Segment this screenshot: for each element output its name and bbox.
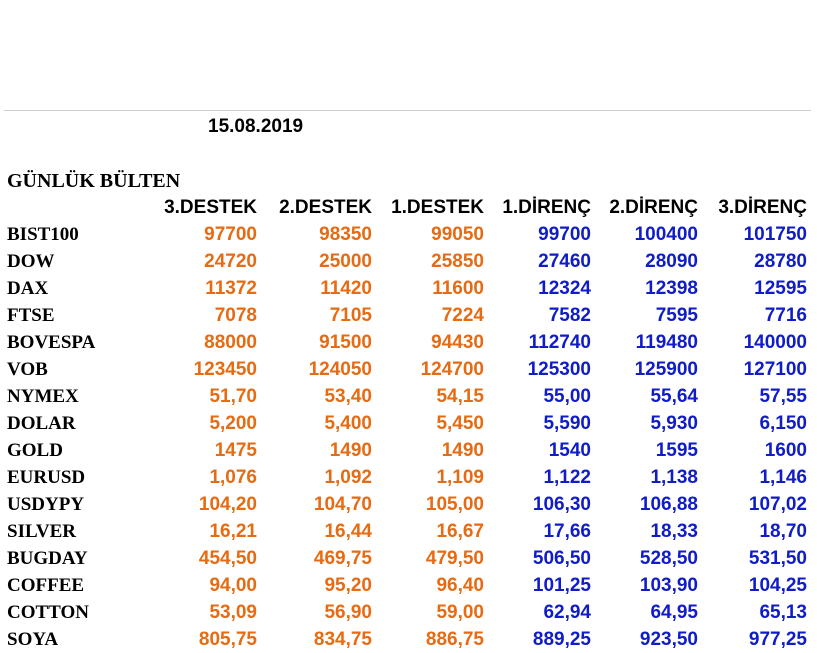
support-2-value: 16,44 <box>324 521 372 542</box>
instrument-name: VOB <box>7 359 48 380</box>
resistance-3-value: 57,55 <box>759 386 807 407</box>
support-2-value: 95,20 <box>324 575 372 596</box>
support-1-value: 479,50 <box>425 548 484 569</box>
resistance-1-value: 112740 <box>528 332 591 353</box>
header-instrument <box>4 194 144 221</box>
table-row <box>4 545 809 572</box>
support-1-value: 94430 <box>431 332 484 353</box>
support-2-value: 1490 <box>329 440 372 461</box>
support-3-value: 1475 <box>214 440 257 461</box>
resistance-1-value: 125300 <box>527 359 591 380</box>
support-3-value: 7078 <box>214 305 257 326</box>
resistance-2-value: 125900 <box>634 359 698 380</box>
resistance-3-value: 107,02 <box>748 494 807 515</box>
support-2-value: 25000 <box>319 251 372 272</box>
support-3-value: 123450 <box>193 359 257 380</box>
table-row <box>4 275 809 302</box>
support-1-value: 1,109 <box>436 467 484 488</box>
support-2-value: 1,092 <box>324 467 372 488</box>
table-row <box>4 221 809 248</box>
table-row <box>4 410 809 437</box>
resistance-2-value: 5,930 <box>650 413 698 434</box>
support-2-value: 834,75 <box>313 629 372 650</box>
support-1-value: 25850 <box>431 251 484 272</box>
support-2-value: 5,400 <box>324 413 372 434</box>
resistance-3-value: 977,25 <box>748 629 807 650</box>
resistance-3-value: 531,50 <box>748 548 807 569</box>
levels-table <box>4 194 809 653</box>
table-row <box>4 437 809 464</box>
support-1-value: 99050 <box>431 224 484 245</box>
support-1-value: 124700 <box>420 359 484 380</box>
resistance-3-value: 127100 <box>743 359 807 380</box>
resistance-1-value: 889,25 <box>532 629 591 650</box>
support-1-value: 96,40 <box>436 575 484 596</box>
instrument-name: DOW <box>7 251 55 272</box>
bulletin-title: GÜNLÜK BÜLTEN <box>7 170 181 192</box>
support-2-value: 53,40 <box>324 386 372 407</box>
table-row <box>4 356 809 383</box>
resistance-1-value: 101,25 <box>532 575 591 596</box>
support-3-value: 5,200 <box>209 413 257 434</box>
instrument-name: FTSE <box>7 305 55 326</box>
resistance-2-value: 18,33 <box>650 521 698 542</box>
instrument-name: DAX <box>7 278 49 299</box>
resistance-3-value: 101750 <box>743 224 807 245</box>
support-1-value: 886,75 <box>425 629 484 650</box>
support-1-value: 11600 <box>432 278 484 299</box>
resistance-2-value: 28090 <box>645 251 698 272</box>
header-support-3: 3.DESTEK <box>164 197 257 218</box>
instrument-name: GOLD <box>7 440 63 461</box>
support-1-value: 105,00 <box>425 494 484 515</box>
table-row <box>4 491 809 518</box>
resistance-2-value: 1595 <box>655 440 698 461</box>
instrument-name: SOYA <box>7 629 59 650</box>
resistance-1-value: 17,66 <box>543 521 591 542</box>
support-3-value: 53,09 <box>209 602 257 623</box>
instrument-name: BUGDAY <box>7 548 88 569</box>
resistance-2-value: 119480 <box>635 332 698 353</box>
resistance-1-value: 5,590 <box>543 413 591 434</box>
table-row <box>4 302 809 329</box>
support-3-value: 454,50 <box>198 548 257 569</box>
support-3-value: 88000 <box>204 332 257 353</box>
header-row <box>4 194 809 221</box>
support-1-value: 7224 <box>441 305 484 326</box>
resistance-1-value: 62,94 <box>543 602 591 623</box>
support-2-value: 469,75 <box>313 548 372 569</box>
table-row <box>4 383 809 410</box>
resistance-1-value: 1540 <box>548 440 591 461</box>
header-resistance-2: 2.DİRENÇ <box>609 197 698 218</box>
support-2-value: 124050 <box>308 359 372 380</box>
support-3-value: 51,70 <box>209 386 257 407</box>
resistance-1-value: 55,00 <box>543 386 591 407</box>
instrument-name: COTTON <box>7 602 90 623</box>
table-row <box>4 248 809 275</box>
support-3-value: 104,20 <box>198 494 257 515</box>
instrument-name: DOLAR <box>7 413 76 434</box>
resistance-2-value: 12398 <box>645 278 698 299</box>
resistance-3-value: 104,25 <box>748 575 807 596</box>
resistance-2-value: 106,88 <box>639 494 698 515</box>
resistance-1-value: 7582 <box>548 305 591 326</box>
support-3-value: 94,00 <box>209 575 257 596</box>
support-1-value: 16,67 <box>436 521 484 542</box>
support-1-value: 1490 <box>441 440 484 461</box>
resistance-3-value: 18,70 <box>759 521 807 542</box>
resistance-1-value: 99700 <box>538 224 591 245</box>
resistance-2-value: 923,50 <box>639 629 698 650</box>
resistance-3-value: 65,13 <box>759 602 807 623</box>
table-row <box>4 572 809 599</box>
top-divider <box>4 110 811 111</box>
resistance-3-value: 1600 <box>764 440 807 461</box>
instrument-name: USDYPY <box>7 494 85 515</box>
header-resistance-3: 3.DİRENÇ <box>718 197 807 218</box>
support-2-value: 11420 <box>320 278 372 299</box>
header-support-1: 1.DESTEK <box>391 197 484 218</box>
support-3-value: 24720 <box>204 251 257 272</box>
resistance-2-value: 55,64 <box>650 386 698 407</box>
support-2-value: 98350 <box>319 224 372 245</box>
resistance-1-value: 27460 <box>538 251 591 272</box>
table-row <box>4 329 809 356</box>
resistance-2-value: 64,95 <box>650 602 698 623</box>
resistance-3-value: 7716 <box>764 305 807 326</box>
bulletin-date: 15.08.2019 <box>208 116 304 137</box>
resistance-2-value: 528,50 <box>639 548 698 569</box>
support-3-value: 805,75 <box>198 629 257 650</box>
resistance-1-value: 1,122 <box>543 467 591 488</box>
resistance-2-value: 1,138 <box>650 467 698 488</box>
instrument-name: EURUSD <box>7 467 86 488</box>
resistance-1-value: 506,50 <box>532 548 591 569</box>
support-1-value: 54,15 <box>436 386 484 407</box>
instrument-name: NYMEX <box>7 386 79 407</box>
resistance-3-value: 6,150 <box>759 413 807 434</box>
table-body <box>4 221 809 653</box>
support-3-value: 97700 <box>204 224 257 245</box>
support-1-value: 5,450 <box>436 413 484 434</box>
resistance-1-value: 12324 <box>538 278 591 299</box>
support-3-value: 1,076 <box>209 467 257 488</box>
support-2-value: 91500 <box>319 332 372 353</box>
resistance-3-value: 12595 <box>754 278 807 299</box>
resistance-2-value: 100400 <box>634 224 698 245</box>
resistance-3-value: 140000 <box>743 332 807 353</box>
resistance-2-value: 7595 <box>655 305 698 326</box>
instrument-name: BIST100 <box>7 224 79 245</box>
header-resistance-1: 1.DİRENÇ <box>502 197 591 218</box>
resistance-2-value: 103,90 <box>639 575 698 596</box>
support-2-value: 104,70 <box>313 494 372 515</box>
table-row <box>4 518 809 545</box>
resistance-3-value: 1,146 <box>759 467 807 488</box>
resistance-3-value: 28780 <box>754 251 807 272</box>
support-1-value: 59,00 <box>436 602 484 623</box>
table-row <box>4 464 809 491</box>
instrument-name: SILVER <box>7 521 77 542</box>
support-3-value: 16,21 <box>209 521 257 542</box>
instrument-name: BOVESPA <box>7 332 96 353</box>
header-support-2: 2.DESTEK <box>279 197 372 218</box>
support-3-value: 11372 <box>205 278 257 299</box>
support-2-value: 56,90 <box>324 602 372 623</box>
support-2-value: 7105 <box>329 305 372 326</box>
resistance-1-value: 106,30 <box>532 494 591 515</box>
table-row <box>4 599 809 626</box>
instrument-name: COFFEE <box>7 575 85 596</box>
